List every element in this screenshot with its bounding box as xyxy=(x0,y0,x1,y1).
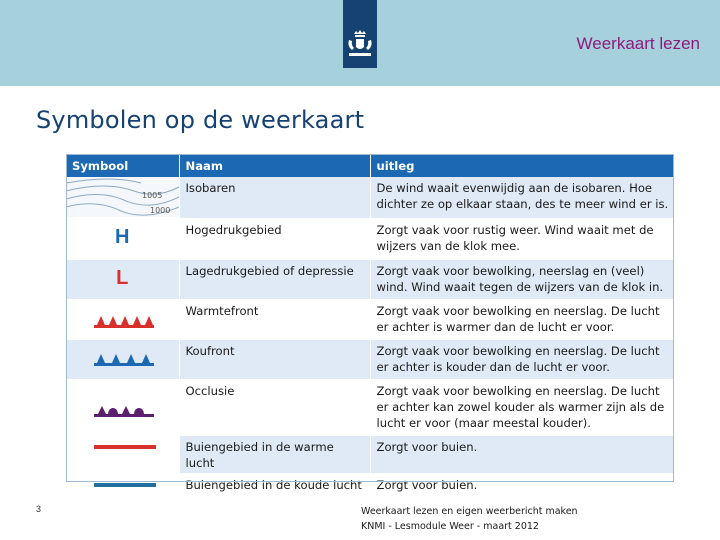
warm-front-icon xyxy=(66,300,179,339)
explanation-cell: De wind waait evenwijdig aan de isobaren. Hoe dichter ze op elkaar staan, des te meer wind er is. xyxy=(370,177,674,218)
symbol-cell xyxy=(66,473,179,496)
table-header-row xyxy=(66,154,674,177)
cold-shower-line-icon xyxy=(66,474,179,496)
logo xyxy=(343,0,377,68)
isobar-label-1000: 1000 xyxy=(150,206,171,215)
cold-front-icon xyxy=(66,340,179,379)
column-header-explanation: uitleg xyxy=(370,154,674,177)
explanation-cell: Zorgt vaak voor bewolking en neerslag. De lucht er achter is warmer dan de lucht er voor. xyxy=(370,299,674,339)
name-cell: Koufront xyxy=(179,339,370,379)
table-row xyxy=(66,218,674,259)
warm-shower-line-icon xyxy=(66,436,179,459)
slide-title: Symbolen op de weerkaart xyxy=(36,106,365,134)
high-pressure-symbol: H xyxy=(115,225,130,248)
name-cell: Isobaren xyxy=(179,177,370,218)
explanation-cell: Zorgt voor buien. xyxy=(370,435,674,473)
name-cell: Lagedrukgebied of depressie xyxy=(179,259,370,299)
crown-coat-of-arms-icon xyxy=(346,30,374,60)
isobars-icon xyxy=(66,177,179,217)
footer-text xyxy=(361,504,578,534)
low-pressure-symbol: L xyxy=(116,266,129,289)
symbol-cell xyxy=(66,379,179,435)
table-row xyxy=(66,473,674,496)
table-row xyxy=(66,339,674,379)
page-number: 3 xyxy=(36,504,42,514)
table-row xyxy=(66,259,674,299)
symbol-cell xyxy=(66,435,179,473)
column-header-name: Naam xyxy=(179,154,370,177)
column-header-symbol: Symbool xyxy=(66,154,179,177)
table-row xyxy=(66,435,674,473)
symbol-cell xyxy=(66,177,179,218)
table-row xyxy=(66,177,674,218)
explanation-cell: Zorgt vaak voor bewolking en neerslag. De lucht er achter is kouder dan de lucht er voor. xyxy=(370,339,674,379)
name-cell: Buiengebied in de warme lucht xyxy=(179,435,370,473)
explanation-cell: Zorgt voor buien. xyxy=(370,473,674,496)
explanation-cell: Zorgt vaak voor rustig weer. Wind waait met de wijzers van de klok mee. xyxy=(370,218,674,259)
symbols-table xyxy=(66,154,675,497)
explanation-cell: Zorgt vaak voor bewolking, neerslag en (veel) wind. Wind waait tegen de wijzers van de klok in. xyxy=(370,259,674,299)
occlusion-icon xyxy=(66,380,179,435)
footer-line-2: KNMI - Lesmodule Weer - maart 2012 xyxy=(361,521,539,532)
symbol-cell xyxy=(66,259,179,299)
name-cell: Warmtefront xyxy=(179,299,370,339)
name-cell: Buiengebied in de koude lucht xyxy=(179,473,370,496)
explanation-cell: Zorgt vaak voor bewolking en neerslag. De lucht er achter kan zowel kouder als warmer zijn als de lucht er voor (maar meestal kouder). xyxy=(370,379,674,435)
symbol-cell xyxy=(66,218,179,259)
name-cell: Hogedrukgebied xyxy=(179,218,370,259)
symbol-cell xyxy=(66,299,179,339)
table-row xyxy=(66,299,674,339)
isobar-label-1005: 1005 xyxy=(142,191,163,200)
table-row xyxy=(66,379,674,435)
name-cell: Occlusie xyxy=(179,379,370,435)
footer-line-1: Weerkaart lezen en eigen weerbericht maken xyxy=(361,506,578,517)
header-title: Weerkaart lezen xyxy=(576,34,700,53)
symbol-cell xyxy=(66,339,179,379)
